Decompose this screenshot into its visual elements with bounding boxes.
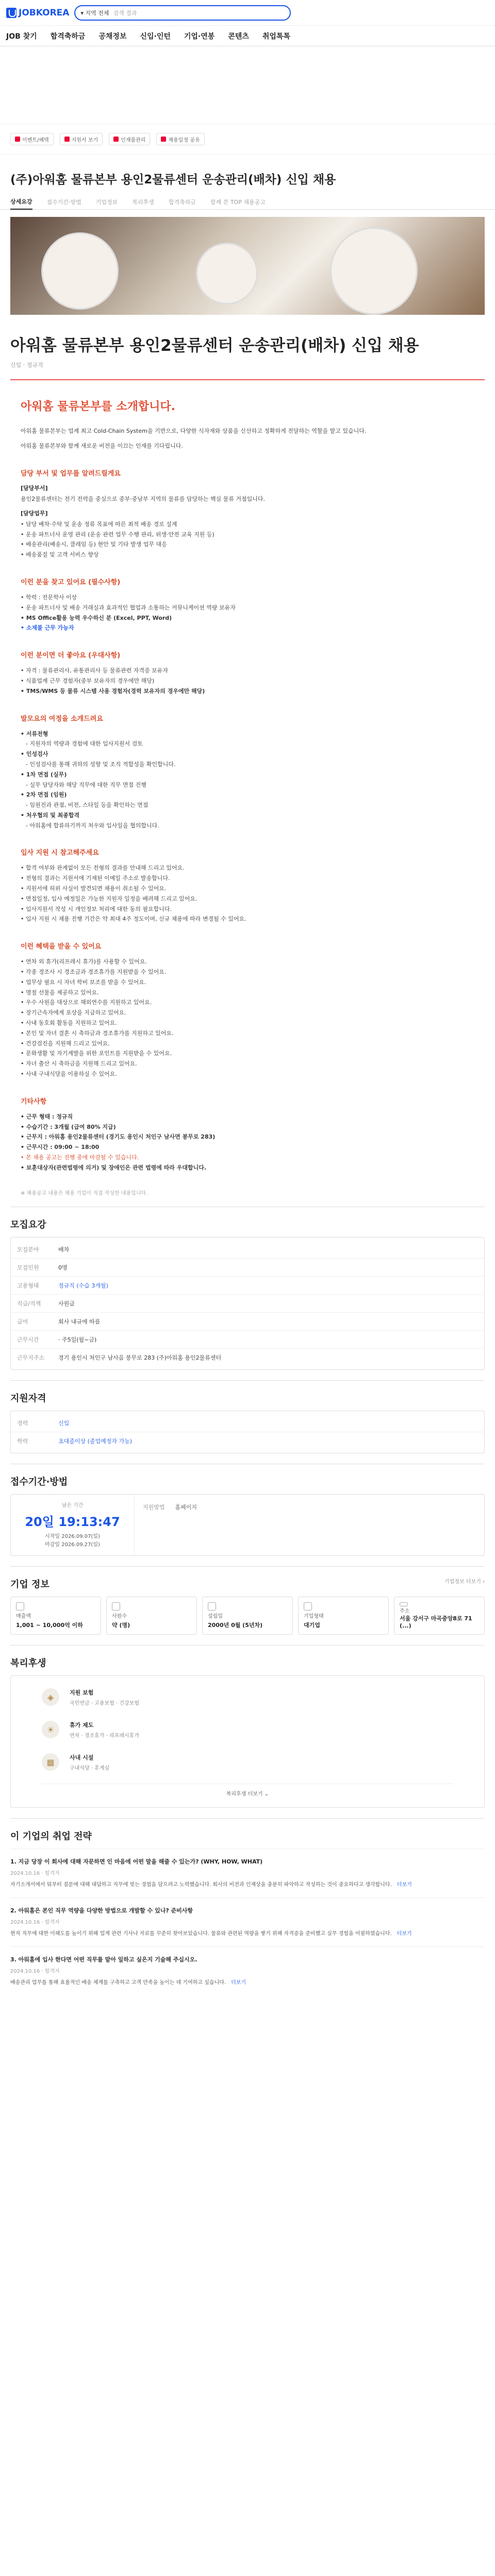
list-item: • 본 채용 공고는 진행 중에 마감될 수 있습니다. <box>21 1154 139 1161</box>
company-card: 기업형태 대기업 <box>298 1597 389 1635</box>
list-item: • 처우협의 및 최종합격 <box>21 811 80 819</box>
section-paragraph: 용인2물류센터는 전기 전력을 중심으로 중부·중남부 지역의 물류를 담당하는 핵심 물류 거점입니다. <box>21 495 265 502</box>
table-row: 경력 신입 <box>11 1414 484 1432</box>
list-item: • 입사지원서 작성 시 개인정보 처리에 대한 동의 필요합니다. <box>21 905 172 912</box>
list-item: • 보훈대상자(관련법령에 의거) 및 장애인은 관련 법령에 따라 우대합니다. <box>21 1164 207 1171</box>
section-heading: 복리후생 <box>10 1657 46 1669</box>
nav-item[interactable]: 기업·연봉 <box>184 32 215 41</box>
list-item: • 우수 사원을 대상으로 해외연수를 지원하고 있어요. <box>21 999 152 1006</box>
hero-image <box>10 217 485 315</box>
plate-image <box>330 227 418 315</box>
welfare-section <box>0 1656 495 1808</box>
start-date: 2026.09.07(일) <box>61 1533 100 1539</box>
qualification-table <box>10 1411 485 1453</box>
building-icon: ▦ <box>42 1753 59 1771</box>
plate-image <box>196 243 258 304</box>
section-title: 입사 지원 시 참고해주세요 <box>21 849 99 857</box>
nav-item[interactable]: 취업톡톡 <box>262 32 290 41</box>
section-title: 담당 부서 및 업무를 알려드릴게요 <box>21 469 121 478</box>
divider <box>10 1566 485 1567</box>
list-item: • 식품업계 근무 경험자(중부 보유자의 경우에만 해당) <box>21 677 155 684</box>
intro-paragraph: 아워홈 물류본부와 함께 새로운 비전을 이끄는 인재를 기다립니다. <box>21 443 183 450</box>
logo[interactable]: JOBKOREA <box>6 8 69 18</box>
list-item: • 업무상 필요 시 자녀 학비 보조를 받을 수 있어요. <box>21 978 146 986</box>
company-card: 주소 서울 강서구 마곡중앙8로 71 (...) <box>394 1597 485 1635</box>
list-item: • 장기근속자에게 포상을 지급하고 있어요. <box>21 1009 126 1016</box>
list-item: • 운송 파트너사 및 배송 거래실과 효과적인 협업과 소통하는 커뮤니케이션 역량 보유자 <box>21 604 236 611</box>
countdown: 20일 19:13:47 <box>25 1514 120 1529</box>
intro-heading: 아워홈 물류본부를 소개합니다. <box>21 400 175 413</box>
nav-item[interactable]: 콘텐츠 <box>228 32 249 41</box>
people-icon <box>113 137 119 142</box>
search-scope-select[interactable]: ▾ 지역 전체 <box>80 9 109 16</box>
map-pin-icon <box>400 1602 408 1606</box>
table-row: 학력 초대졸이상 (졸업예정자 가능) <box>17 1437 133 1445</box>
review-section <box>0 1829 495 1995</box>
review-item: 2. 아워홈은 본인 직무 역량을 다양한 방법으로 개발할 수 있나? 준비사항 2024.10.16 · 합격자 현직 직무에 대한 이해도를 높이기 위해 업계 관련 기사나 자료를 꾸준히 찾아보았습니다. 물류와 관련된 역량을 쌓기 위해 자격증을 준비했고 실무 경험을 어필하였습니다. 더보기 <box>10 1897 485 1946</box>
table-row: 고용형태 정규직 (수습 3개월) <box>11 1277 484 1295</box>
requirements-table <box>10 1237 485 1370</box>
tab-welfare[interactable]: 복리후생 <box>132 198 154 206</box>
welfare-row: ◈ 지원 보험 국민연금 · 고용보험 · 건강보험 <box>42 1681 453 1714</box>
welfare-row: ☀ 휴가 제도 연차 · 경조휴가 · 리프레시휴가 <box>42 1714 453 1746</box>
vacation-icon: ☀ <box>42 1721 59 1738</box>
countdown-panel: 남은 기간 20일 19:13:47 시작일 2026.09.07(일) 마감일 2026.09.27(일) <box>11 1495 135 1555</box>
section-title: 이런 분을 찾고 있어요 (필수사항) <box>21 578 121 586</box>
deadline-box <box>10 1494 485 1556</box>
plate-image <box>41 232 119 310</box>
list-item: - 아워홈에 합류하기까지 처우와 입사일을 협의합니다. <box>26 822 159 829</box>
list-item: • 문화생활 및 자기계발을 위한 포인트를 지원받을 수 있어요. <box>21 1050 172 1057</box>
job-tabs <box>0 194 495 210</box>
list-item: • 사내 구내식당을 이용하실 수 있어요. <box>21 1071 117 1078</box>
requirements-section <box>0 1217 495 1370</box>
chip[interactable]: 인재풀관리 <box>109 133 150 145</box>
list-item: • 입사 지원 시 채용 진행 기간은 약 최대 4주 정도이며, 신규 채용에 따라 변경될 수 있어요. <box>21 916 246 923</box>
list-item: • 수습기간 : 3개월 (급여 80% 지급) <box>21 1123 116 1130</box>
list-item: • 명절 선물을 제공하고 있어요. <box>21 989 99 996</box>
tab-detail[interactable]: 상세요강 <box>10 194 32 210</box>
list-item: - 임원진과 관점, 비전, 스타일 등을 확인하는 면접 <box>26 802 148 809</box>
nav-item[interactable]: 합격축하금 <box>50 32 86 41</box>
list-item: • 연차 외 휴가(리프레시 휴가)를 사용할 수 있어요. <box>21 958 147 965</box>
section-sub: [담당부서] <box>21 484 48 492</box>
table-row: 직급/직책 사원급 <box>11 1295 484 1313</box>
review-item: 1. 지금 당장 이 회사에 대해 자문하면 인 마음에 어떤 말을 해줄 수 있는가? (WHY, HOW, WHAT) 2024.10.16 · 합격자 자기소개서에서 뭐부터 질문에 대해 대답하고 직무에 맞는 경험을 담으려고 노력했습니다. 회사의 비전과 인재상을 충분히 파악하고 작성하는 것이 중요하다고 생각합니다. 더보기 <box>10 1849 485 1897</box>
list-item: • 면접일정, 입사 예정일은 가능한 지원자 일정을 배려해 드리고 있어요. <box>21 895 197 902</box>
section-title: 이런 혜택을 받을 수 있어요 <box>21 943 102 951</box>
detail-body <box>0 398 495 1173</box>
welfare-box <box>10 1675 485 1808</box>
shield-icon: ◈ <box>42 1688 59 1706</box>
chip[interactable]: 지원서 보기 <box>60 133 103 145</box>
list-item: • 1차 면접 (실무) <box>21 771 67 778</box>
company-cards <box>10 1597 485 1635</box>
qualification-section <box>0 1391 495 1453</box>
divider <box>10 1645 485 1646</box>
tab-company[interactable]: 기업정보 <box>95 198 118 206</box>
quick-chips <box>0 124 495 155</box>
table-row: 근무지주소 경기 용인시 처인구 남사읍 봉무로 283 (주)아워홈 용인2물류센터 <box>17 1354 222 1361</box>
list-item: • TMS/WMS 등 물류 시스템 사용 경험자(경력 보유자의 경우에만 해당) <box>21 687 205 694</box>
doc-icon <box>64 137 70 142</box>
divider <box>10 1818 485 1819</box>
company-card: 사원수 약 (명) <box>106 1597 197 1635</box>
calendar-icon <box>208 1602 216 1611</box>
section-title: 발모요의 여정을 소개드려요 <box>21 715 103 723</box>
list-item: • 자격 : 물류관리사, 유통관리사 등 물류관련 자격증 보유자 <box>21 667 169 674</box>
intro-paragraph: 아워홈 물류본부는 업계 최고 Cold-Chain System을 기반으로, 다양한 식자재와 상품을 신선하고 정확하게 전달하는 역할을 맡고 있습니다. <box>21 428 367 434</box>
section-heading: 기업 정보 기업정보 더보기 › <box>10 1577 485 1590</box>
calendar-icon <box>161 137 166 142</box>
list-item: • 배송품질 및 고객 서비스 향상 <box>21 551 99 558</box>
list-item: • 학력 : 전문학사 이상 <box>21 594 77 601</box>
divider <box>10 1380 485 1381</box>
chip[interactable]: 채용일정 공유 <box>156 133 204 145</box>
list-item: • 담당 배차·수탁 및 운송 정류 목표에 따른 최적 배송 경로 설계 <box>21 520 177 528</box>
list-item: - 지원자의 역량과 경험에 대한 입사지원서 검토 <box>26 740 143 748</box>
breadcrumb: 신입 · 정규직 <box>10 361 485 380</box>
welfare-row: ▦ 사내 시설 구내식당 · 휴게실 <box>42 1746 453 1778</box>
main-nav <box>0 26 495 46</box>
list-item: • 합격 여부와 관계없이 모든 전형의 결과를 안내해 드리고 있어요. <box>21 865 185 872</box>
people-icon <box>112 1602 120 1611</box>
nav-item[interactable]: 신입·인턴 <box>140 32 171 41</box>
search-input[interactable]: 검색 결과 <box>113 9 137 16</box>
more-link[interactable]: 더보기 <box>397 1882 412 1888</box>
money-icon <box>16 1602 24 1611</box>
list-item: • 건강검진을 지원해 드리고 있어요. <box>21 1040 110 1047</box>
list-item: • 지원서에 허위 사실이 발견되면 채용이 취소될 수 있어요. <box>21 885 167 892</box>
table-row: 모집분야 배차 <box>11 1241 484 1259</box>
nav-item[interactable]: 공채정보 <box>98 32 127 41</box>
section-heading: 접수기간·방법 <box>10 1476 68 1487</box>
company-card: 매출액 1,001 ~ 10,000억 이하 <box>10 1597 101 1635</box>
section-title: 이런 분이면 더 좋아요 (우대사항) <box>21 652 121 660</box>
list-item: • 본인 및 자녀 결혼 시 축하금과 경조휴가를 지원하고 있어요. <box>21 1029 174 1037</box>
tab-period[interactable]: 접수기간·방법 <box>46 198 81 206</box>
company-more-link[interactable]: 기업정보 더보기 › <box>444 1579 485 1585</box>
period-section <box>0 1475 495 1556</box>
list-item: • 근무지 : 아워홈 용인2물류센터 (경기도 용인시 처인구 남사면 봉무로 283) <box>21 1133 216 1141</box>
list-item: • 자녀 출산 시 축하금을 지원해 드리고 있어요. <box>21 1060 137 1067</box>
list-item: • 인성검사 <box>21 751 48 758</box>
list-item: • 소재불 근무 가능자 <box>21 624 74 632</box>
table-row: 근무시간 · 주5일(월~금) <box>11 1331 484 1349</box>
list-item: - 인성검사를 통해 귀하의 성향 및 조직 적합성을 확인합니다. <box>26 760 176 768</box>
list-item: • MS Office활용 능력 우수하신 분 (Excel, PPT, Word) <box>21 614 172 621</box>
section-title: 기타사항 <box>21 1097 47 1106</box>
section-heading: 이 기업의 취업 전략 <box>10 1831 92 1842</box>
top-header <box>0 0 495 26</box>
detail-title: 아워홈 물류본부 용인2물류센터 운송관리(배차) 신입 채용 <box>10 336 419 355</box>
section-heading: 모집요강 <box>10 1219 46 1230</box>
building-icon <box>304 1602 312 1611</box>
job-title: (주)아워홈 물류본부 용인2물류센터 운송관리(배차) 신입 채용 <box>10 173 336 187</box>
tab-top[interactable]: 함께 본 TOP 채용공고 <box>210 198 266 206</box>
list-item: • 각종 경조사 시 경조금과 경조휴가를 지원받을 수 있어요. <box>21 969 167 976</box>
list-item: • 근무시간 : 09:00 ~ 18:00 <box>21 1144 100 1151</box>
table-row: 모집인원 0명 <box>11 1259 484 1277</box>
company-section <box>0 1577 495 1635</box>
list-item: • 전형의 결과는 지원서에 기재된 이메일 주소로 발송합니다. <box>21 875 170 882</box>
event-icon <box>15 137 20 142</box>
section-sub: [담당업무] <box>21 510 48 517</box>
end-date: 2026.09.27(일) <box>61 1541 100 1548</box>
more-link[interactable]: 더보기 <box>231 1979 246 1986</box>
section-heading: 지원자격 <box>10 1393 46 1404</box>
chip[interactable]: 이벤트/혜택 <box>10 133 54 145</box>
list-item: • 운송 파트너사 운영 관리 (운송 관련 업무 수행 관리, 위생·안전 교육 지원 등) <box>21 531 214 538</box>
list-item: • 사내 동호회 활동을 지원하고 있어요. <box>21 1020 117 1027</box>
list-item: • 배송관리(배송시, 클레임 등) 현안 및 기타 발생 업무 대응 <box>21 541 167 548</box>
apply-method: 지원방법 홈페이지 <box>143 1503 197 1511</box>
company-card: 설립일 2000년 0월 (5년차) <box>202 1597 293 1635</box>
more-link[interactable]: 더보기 <box>397 1930 412 1937</box>
tab-bonus[interactable]: 합격축하금 <box>168 198 196 206</box>
list-item: • 근무 형태 : 정규직 <box>21 1113 73 1120</box>
search-bar[interactable] <box>74 5 291 21</box>
list-item: • 서류전형 <box>21 730 48 737</box>
table-row: 급여 회사 내규에 따름 <box>11 1313 484 1331</box>
review-item: 3. 아워홈에 입사 한다면 어떤 직무를 맡아 일하고 싶은지 기술해 주십시오. 2024.10.16 · 합격자 배송관리 업무를 통해 효율적인 배송 체계를 구축하고 고객 만족을 높이는 데 기여하고 싶습니다. 더보기 <box>10 1946 485 1995</box>
disclaimer: ※ 채용공고 내용은 채용 기업이 직접 작성한 내용입니다. <box>21 1190 148 1196</box>
logo-icon <box>6 8 16 18</box>
welfare-more-button[interactable]: 복리후생 더보기 ⌄ <box>42 1784 453 1802</box>
list-item: - 실무 담당자와 해당 직무에 대한 직무 면접 진행 <box>26 781 146 788</box>
nav-item[interactable]: JOB 찾기 <box>6 32 37 41</box>
list-item: • 2차 면접 (임원) <box>21 791 67 799</box>
